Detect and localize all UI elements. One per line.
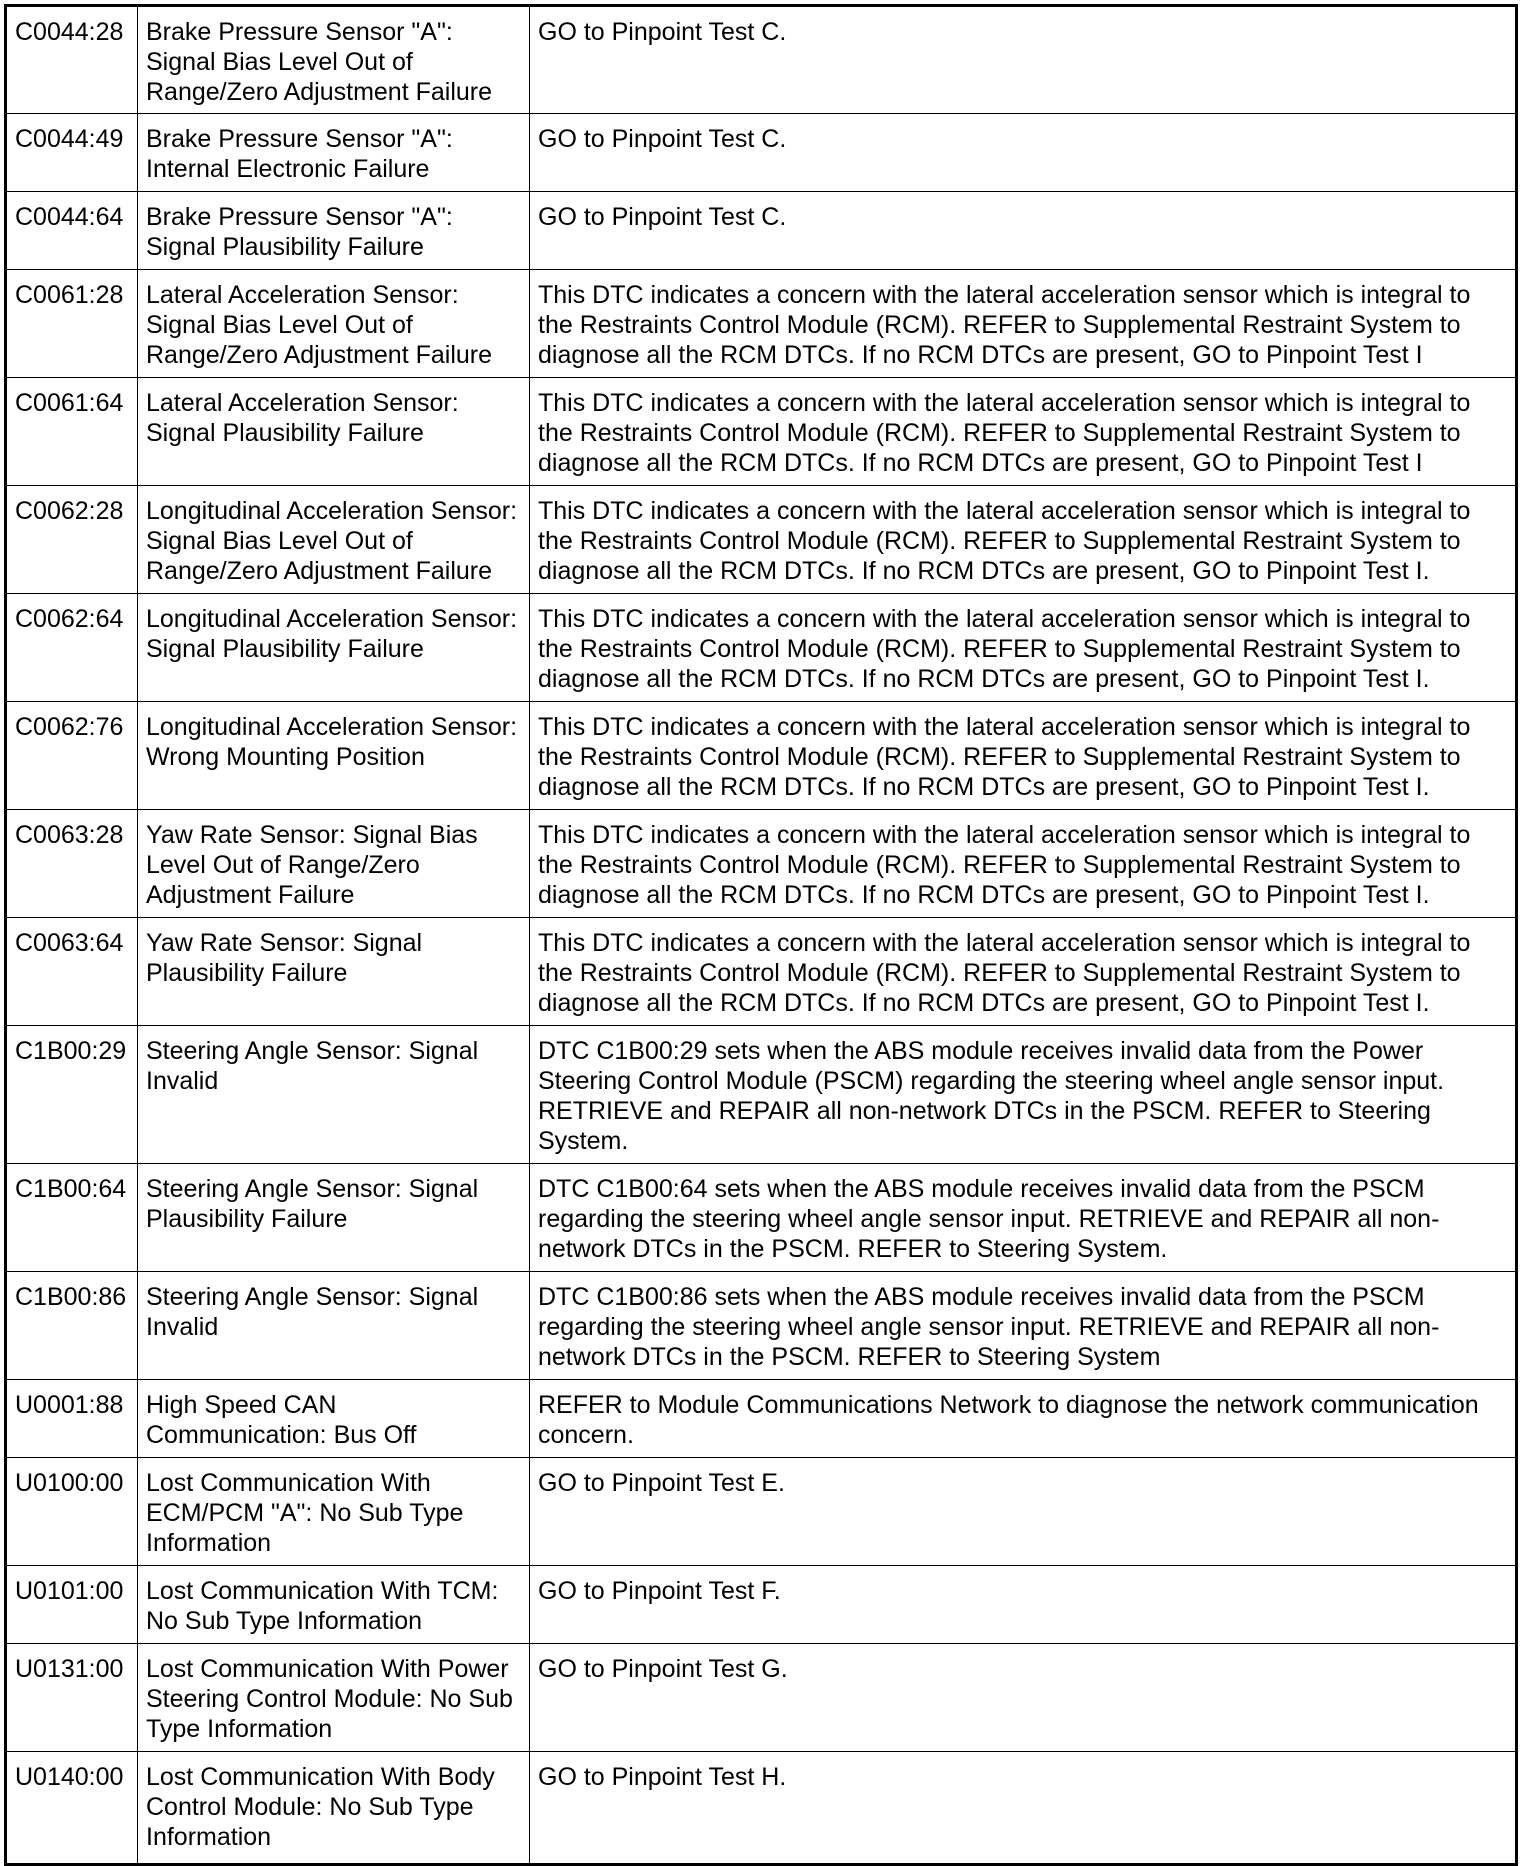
dtc-description: Brake Pressure Sensor "A": Internal Electronic Failure bbox=[138, 114, 530, 192]
table-row bbox=[6, 6, 1517, 114]
dtc-description: Lost Communication With Power Steering Control Module: No Sub Type Information bbox=[138, 1644, 530, 1752]
dtc-action: GO to Pinpoint Test G. bbox=[530, 1644, 1517, 1752]
dtc-action: This DTC indicates a concern with the lateral acceleration sensor which is integral to the Restraints Control Module (RCM). REFER to Supplemental Restraint System to diagnose all the RCM DTCs. If no RCM DTCs are present, GO to Pinpoint Test I. bbox=[530, 810, 1517, 918]
table-row bbox=[6, 702, 1517, 810]
dtc-code: C0062:76 bbox=[6, 702, 138, 810]
dtc-description: Lost Communication With Body Control Module: No Sub Type Information bbox=[138, 1752, 530, 1865]
dtc-code: U0100:00 bbox=[6, 1458, 138, 1566]
dtc-code: C0063:64 bbox=[6, 918, 138, 1026]
dtc-code: U0101:00 bbox=[6, 1566, 138, 1644]
dtc-description: Lost Communication With ECM/PCM "A": No Sub Type Information bbox=[138, 1458, 530, 1566]
dtc-description: Yaw Rate Sensor: Signal Plausibility Failure bbox=[138, 918, 530, 1026]
dtc-description: Lateral Acceleration Sensor: Signal Bias Level Out of Range/Zero Adjustment Failure bbox=[138, 270, 530, 378]
dtc-description: Longitudinal Acceleration Sensor: Signal Bias Level Out of Range/Zero Adjustment Failure bbox=[138, 486, 530, 594]
dtc-action: This DTC indicates a concern with the lateral acceleration sensor which is integral to the Restraints Control Module (RCM). REFER to Supplemental Restraint System to diagnose all the RCM DTCs. If no RCM DTCs are present, GO to Pinpoint Test I. bbox=[530, 702, 1517, 810]
dtc-code: C0062:28 bbox=[6, 486, 138, 594]
dtc-action: DTC C1B00:29 sets when the ABS module receives invalid data from the Power Steering Control Module (PSCM) regarding the steering wheel angle sensor input. RETRIEVE and REPAIR all non-network DTCs in the PSCM. REFER to Steering System. bbox=[530, 1026, 1517, 1164]
table-row bbox=[6, 1752, 1517, 1865]
table-row bbox=[6, 1272, 1517, 1380]
dtc-description: High Speed CAN Communication: Bus Off bbox=[138, 1380, 530, 1458]
dtc-description: Brake Pressure Sensor "A": Signal Plausibility Failure bbox=[138, 192, 530, 270]
dtc-action: This DTC indicates a concern with the lateral acceleration sensor which is integral to the Restraints Control Module (RCM). REFER to Supplemental Restraint System to diagnose all the RCM DTCs. If no RCM DTCs are present, GO to Pinpoint Test I. bbox=[530, 918, 1517, 1026]
table-row bbox=[6, 810, 1517, 918]
dtc-description: Lost Communication With TCM: No Sub Type Information bbox=[138, 1566, 530, 1644]
dtc-code: C0061:28 bbox=[6, 270, 138, 378]
dtc-code: C0044:64 bbox=[6, 192, 138, 270]
dtc-code: U0001:88 bbox=[6, 1380, 138, 1458]
dtc-action: REFER to Module Communications Network to diagnose the network communication concern. bbox=[530, 1380, 1517, 1458]
dtc-action: GO to Pinpoint Test H. bbox=[530, 1752, 1517, 1865]
dtc-description: Longitudinal Acceleration Sensor: Wrong Mounting Position bbox=[138, 702, 530, 810]
table-row bbox=[6, 1566, 1517, 1644]
table-row bbox=[6, 1644, 1517, 1752]
dtc-action: DTC C1B00:86 sets when the ABS module receives invalid data from the PSCM regarding the steering wheel angle sensor input. RETRIEVE and REPAIR all non-network DTCs in the PSCM. REFER to Steering System bbox=[530, 1272, 1517, 1380]
dtc-description: Brake Pressure Sensor "A": Signal Bias Level Out of Range/Zero Adjustment Failure bbox=[138, 6, 530, 114]
dtc-description: Steering Angle Sensor: Signal Invalid bbox=[138, 1026, 530, 1164]
dtc-table bbox=[4, 4, 1518, 1866]
table-row bbox=[6, 114, 1517, 192]
dtc-code: C0044:49 bbox=[6, 114, 138, 192]
dtc-code: C0063:28 bbox=[6, 810, 138, 918]
dtc-code: U0140:00 bbox=[6, 1752, 138, 1865]
dtc-action: This DTC indicates a concern with the lateral acceleration sensor which is integral to the Restraints Control Module (RCM). REFER to Supplemental Restraint System to diagnose all the RCM DTCs. If no RCM DTCs are present, GO to Pinpoint Test I. bbox=[530, 486, 1517, 594]
dtc-code: C0061:64 bbox=[6, 378, 138, 486]
table-row bbox=[6, 1458, 1517, 1566]
dtc-code: C1B00:86 bbox=[6, 1272, 138, 1380]
dtc-action: DTC C1B00:64 sets when the ABS module receives invalid data from the PSCM regarding the steering wheel angle sensor input. RETRIEVE and REPAIR all non-network DTCs in the PSCM. REFER to Steering System. bbox=[530, 1164, 1517, 1272]
dtc-action: This DTC indicates a concern with the lateral acceleration sensor which is integral to the Restraints Control Module (RCM). REFER to Supplemental Restraint System to diagnose all the RCM DTCs. If no RCM DTCs are present, GO to Pinpoint Test I. bbox=[530, 594, 1517, 702]
dtc-action: This DTC indicates a concern with the lateral acceleration sensor which is integral to the Restraints Control Module (RCM). REFER to Supplemental Restraint System to diagnose all the RCM DTCs. If no RCM DTCs are present, GO to Pinpoint Test I bbox=[530, 270, 1517, 378]
dtc-description: Steering Angle Sensor: Signal Invalid bbox=[138, 1272, 530, 1380]
dtc-description: Yaw Rate Sensor: Signal Bias Level Out of Range/Zero Adjustment Failure bbox=[138, 810, 530, 918]
table-row bbox=[6, 594, 1517, 702]
table-row bbox=[6, 918, 1517, 1026]
dtc-code: C1B00:64 bbox=[6, 1164, 138, 1272]
table-row bbox=[6, 378, 1517, 486]
dtc-code: C0044:28 bbox=[6, 6, 138, 114]
dtc-description: Longitudinal Acceleration Sensor: Signal Plausibility Failure bbox=[138, 594, 530, 702]
dtc-code: C0062:64 bbox=[6, 594, 138, 702]
dtc-action: GO to Pinpoint Test F. bbox=[530, 1566, 1517, 1644]
dtc-action: GO to Pinpoint Test E. bbox=[530, 1458, 1517, 1566]
dtc-action: This DTC indicates a concern with the lateral acceleration sensor which is integral to the Restraints Control Module (RCM). REFER to Supplemental Restraint System to diagnose all the RCM DTCs. If no RCM DTCs are present, GO to Pinpoint Test I bbox=[530, 378, 1517, 486]
dtc-action: GO to Pinpoint Test C. bbox=[530, 192, 1517, 270]
dtc-description: Lateral Acceleration Sensor: Signal Plausibility Failure bbox=[138, 378, 530, 486]
dtc-action: GO to Pinpoint Test C. bbox=[530, 6, 1517, 114]
dtc-code: U0131:00 bbox=[6, 1644, 138, 1752]
table-row bbox=[6, 192, 1517, 270]
table-row bbox=[6, 270, 1517, 378]
dtc-action: GO to Pinpoint Test C. bbox=[530, 114, 1517, 192]
table-row bbox=[6, 486, 1517, 594]
dtc-code: C1B00:29 bbox=[6, 1026, 138, 1164]
table-row bbox=[6, 1026, 1517, 1164]
table-row bbox=[6, 1380, 1517, 1458]
dtc-description: Steering Angle Sensor: Signal Plausibility Failure bbox=[138, 1164, 530, 1272]
table-row bbox=[6, 1164, 1517, 1272]
